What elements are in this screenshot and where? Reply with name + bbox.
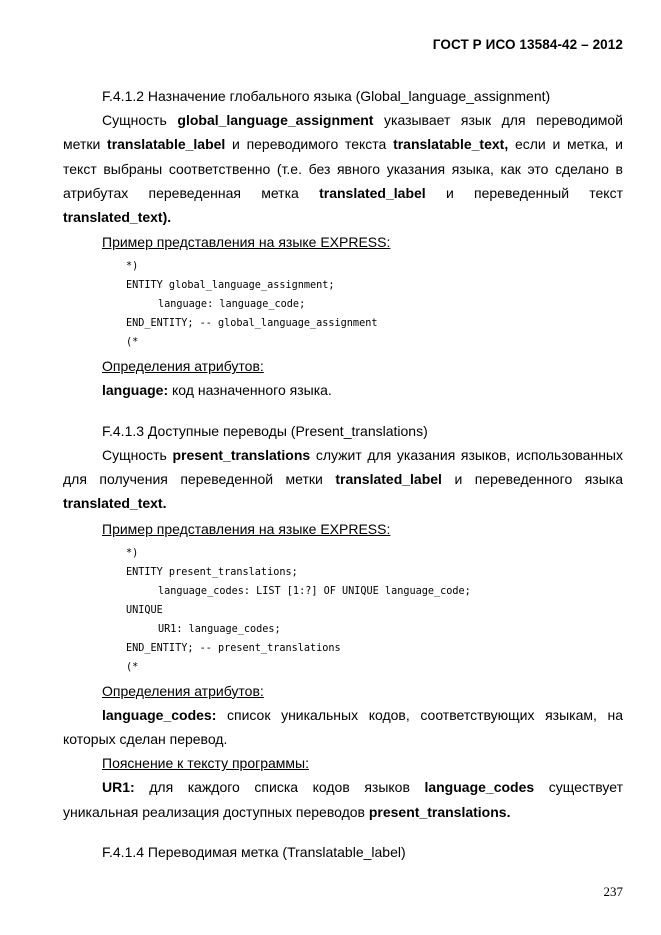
entity-name: global_language_assignment	[177, 112, 374, 128]
entity-name: translated_text).	[63, 209, 172, 226]
definition	[63, 378, 623, 402]
code-line: UR1: language_codes;	[158, 623, 281, 635]
text-run: указывает язык для переводимой метки	[63, 112, 623, 153]
code-line: *)	[126, 261, 139, 273]
code-line: END_ENTITY; -- present_translations	[126, 642, 341, 654]
definition	[63, 703, 623, 752]
section-heading-f4-1-4: F.4.1.4 Переводимая метка (Translatable_label)	[102, 843, 406, 860]
code-line: *)	[126, 547, 139, 559]
entity-name: language_codes	[424, 779, 535, 796]
code-line: language_codes: LIST [1:?] OF UNIQUE language_code;	[158, 585, 471, 597]
definition-term: language:	[102, 382, 169, 399]
explanation-label: Пояснение к тексту программы:	[102, 755, 310, 772]
entity-name: translatable_text,	[393, 136, 509, 153]
definitions-label: Определения атрибутов:	[102, 682, 264, 699]
section-heading-f4-1-3: F.4.1.3 Доступные переводы (Present_translations)	[102, 422, 428, 439]
example-label: Пример представления на языке EXPRESS:	[102, 520, 391, 537]
page-content	[63, 84, 623, 864]
code-line: ENTITY present_translations;	[126, 566, 298, 578]
definition-term: language_codes:	[102, 706, 217, 723]
code-line: END_ENTITY; -- global_language_assignment	[126, 318, 378, 330]
text-run: и переводимого текста	[225, 136, 394, 153]
code-block	[63, 257, 623, 352]
example-label: Пример представления на языке EXPRESS:	[102, 234, 391, 251]
paragraph	[63, 443, 623, 516]
definition-text: список уникальных кодов, соответствующих языкам, на которых сделан перевод.	[63, 706, 623, 747]
paragraph	[63, 108, 623, 229]
code-line: (*	[126, 337, 139, 349]
text-run: служит для указания языков, использованных для получения переведенной метки	[63, 446, 623, 488]
entity-name: present_translations.	[368, 803, 511, 820]
text-run: Сущность	[102, 446, 173, 463]
code-block	[63, 544, 623, 677]
text-run: для каждого списка кодов языков	[134, 779, 425, 796]
code-line: ENTITY global_language_assignment;	[126, 280, 335, 292]
entity-name: translatable_label	[107, 136, 226, 153]
explanation-term: UR1:	[102, 779, 135, 796]
definition-text: код назначенного языка.	[168, 382, 332, 399]
text-run: Сущность	[102, 112, 178, 128]
text-run: если и метка, и текст выбраны соответственно (т.е. без явного указания языка, как это сделано в атрибутах переведенная метка	[63, 136, 623, 201]
text-run: существует уникальная реализация доступных переводов	[63, 779, 623, 820]
section-heading-f4-1-2: F.4.1.2 Назначение глобального языка (Global_language_assignment)	[102, 88, 551, 104]
document-header: ГОСТ Р ИСО 13584-42 – 2012	[432, 37, 623, 52]
entity-name: translated_label	[335, 471, 442, 488]
definitions-label: Определения атрибутов:	[102, 358, 264, 375]
text-run: и переведенный текст	[425, 184, 623, 201]
text-run: и переведенного языка	[441, 471, 623, 488]
code-line: language: language_code;	[158, 299, 306, 311]
code-line: UNIQUE	[126, 604, 163, 616]
entity-name: translated_label	[319, 184, 426, 201]
explanation	[63, 775, 623, 824]
entity-name: translated_text.	[63, 495, 167, 512]
code-line: (*	[126, 661, 139, 673]
page-number: 237	[603, 884, 623, 899]
entity-name: present_translations	[172, 446, 311, 463]
